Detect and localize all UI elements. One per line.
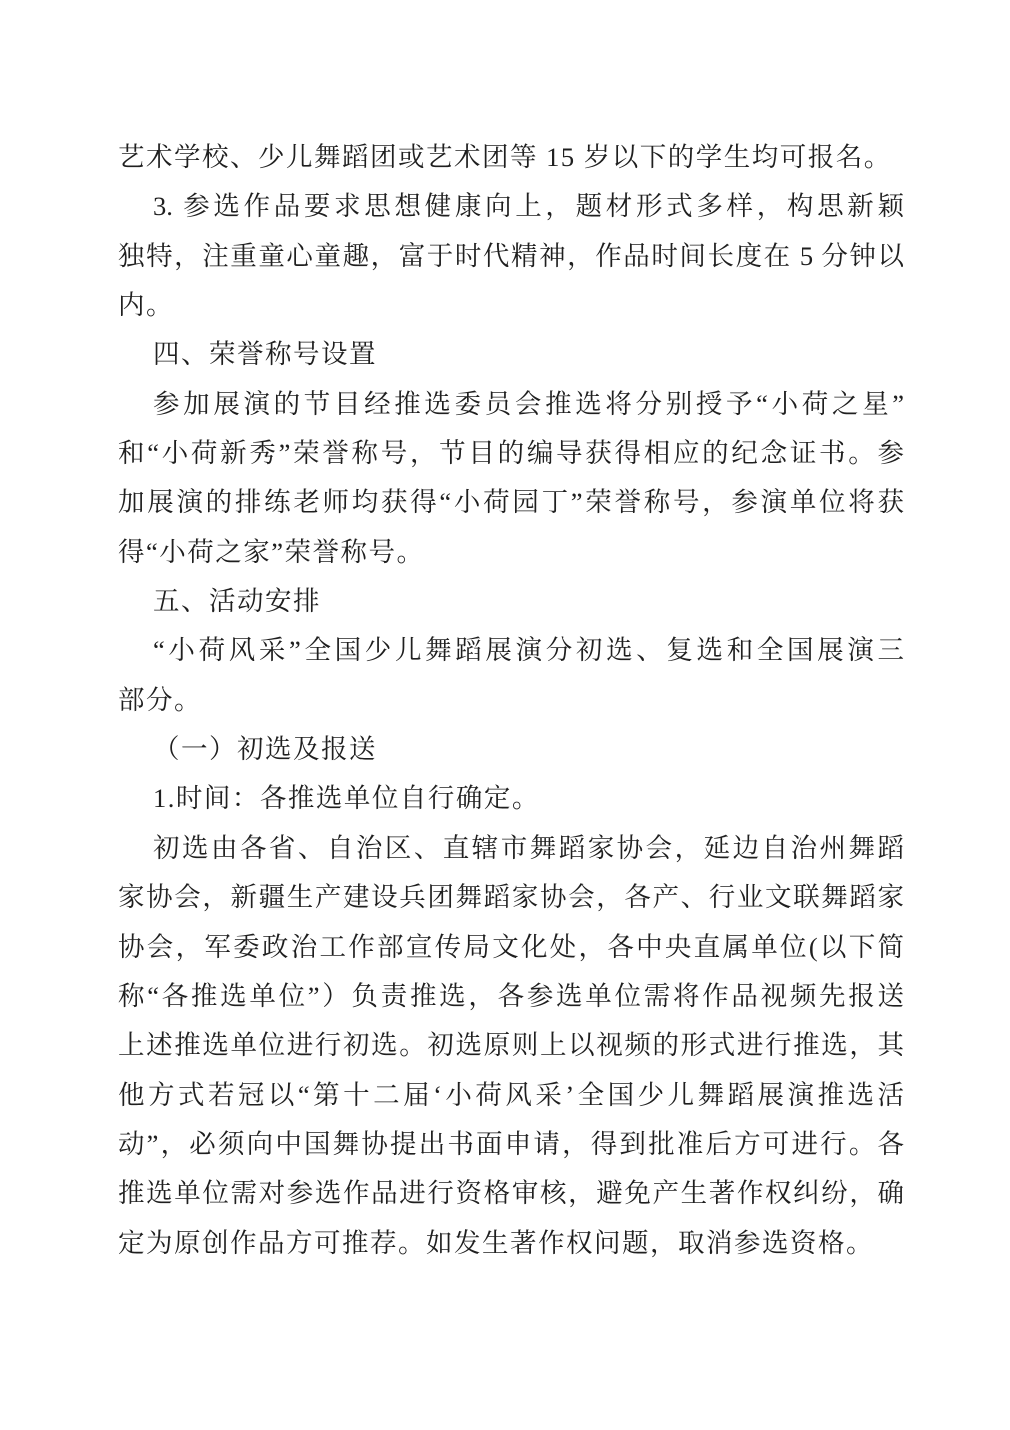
text-line: 内。 (118, 290, 174, 321)
text-line: 协会，军委政治工作部宣传局文化处，各中央直属单位(以下简 (118, 931, 904, 962)
text-line: 初选由各省、自治区、直辖市舞蹈家协会，延边自治州舞蹈 (153, 832, 904, 863)
text-line: 四、荣誉称号设置 (153, 339, 377, 370)
text-line: 加展演的排练老师均获得“小荷园丁”荣誉称号，参演单位将获 (118, 487, 904, 518)
text-line: 1.时间：各推选单位自行确定。 (153, 783, 540, 814)
text-line: 3. 参选作品要求思想健康向上，题材形式多样，构思新颖 (153, 191, 904, 222)
document-text (118, 133, 904, 1268)
text-line: 参加展演的节目经推选委员会推选将分别授予“小荷之星” (153, 388, 904, 419)
text-line: 五、活动安排 (153, 586, 321, 617)
text-line: 家协会，新疆生产建设兵团舞蹈家协会，各产、行业文联舞蹈家 (118, 882, 904, 913)
text-line: 动”，必须向中国舞协提出书面申请，得到批准后方可进行。各 (118, 1128, 904, 1159)
text-line: 艺术学校、少儿舞蹈团或艺术团等 15 岁以下的学生均可报名。 (118, 142, 892, 172)
text-line: （一）初选及报送 (153, 734, 377, 765)
text-line: 独特，注重童心童趣，富于时代精神，作品时间长度在 5 分钟以 (118, 240, 904, 271)
text-line: 部分。 (118, 684, 202, 715)
text-line: 他方式若冠以“第十二届‘小荷风采’全国少儿舞蹈展演推选活 (118, 1079, 904, 1110)
text-line: 上述推选单位进行初选。初选原则上以视频的形式进行推选，其 (118, 1030, 904, 1061)
text-line: 推选单位需对参选作品进行资格审核，避免产生著作权纠纷，确 (118, 1178, 904, 1209)
text-line: 得“小荷之家”荣誉称号。 (118, 536, 425, 567)
text-line: “小荷风采”全国少儿舞蹈展演分初选、复选和全国展演三 (153, 635, 904, 666)
text-line: 定为原创作品方可推荐。如发生著作权问题，取消参选资格。 (118, 1227, 874, 1258)
text-line: 和“小荷新秀”荣誉称号，节目的编导获得相应的纪念证书。参 (118, 438, 904, 469)
text-line: 称“各推选单位”）负责推选，各参选单位需将作品视频先报送 (118, 980, 904, 1011)
